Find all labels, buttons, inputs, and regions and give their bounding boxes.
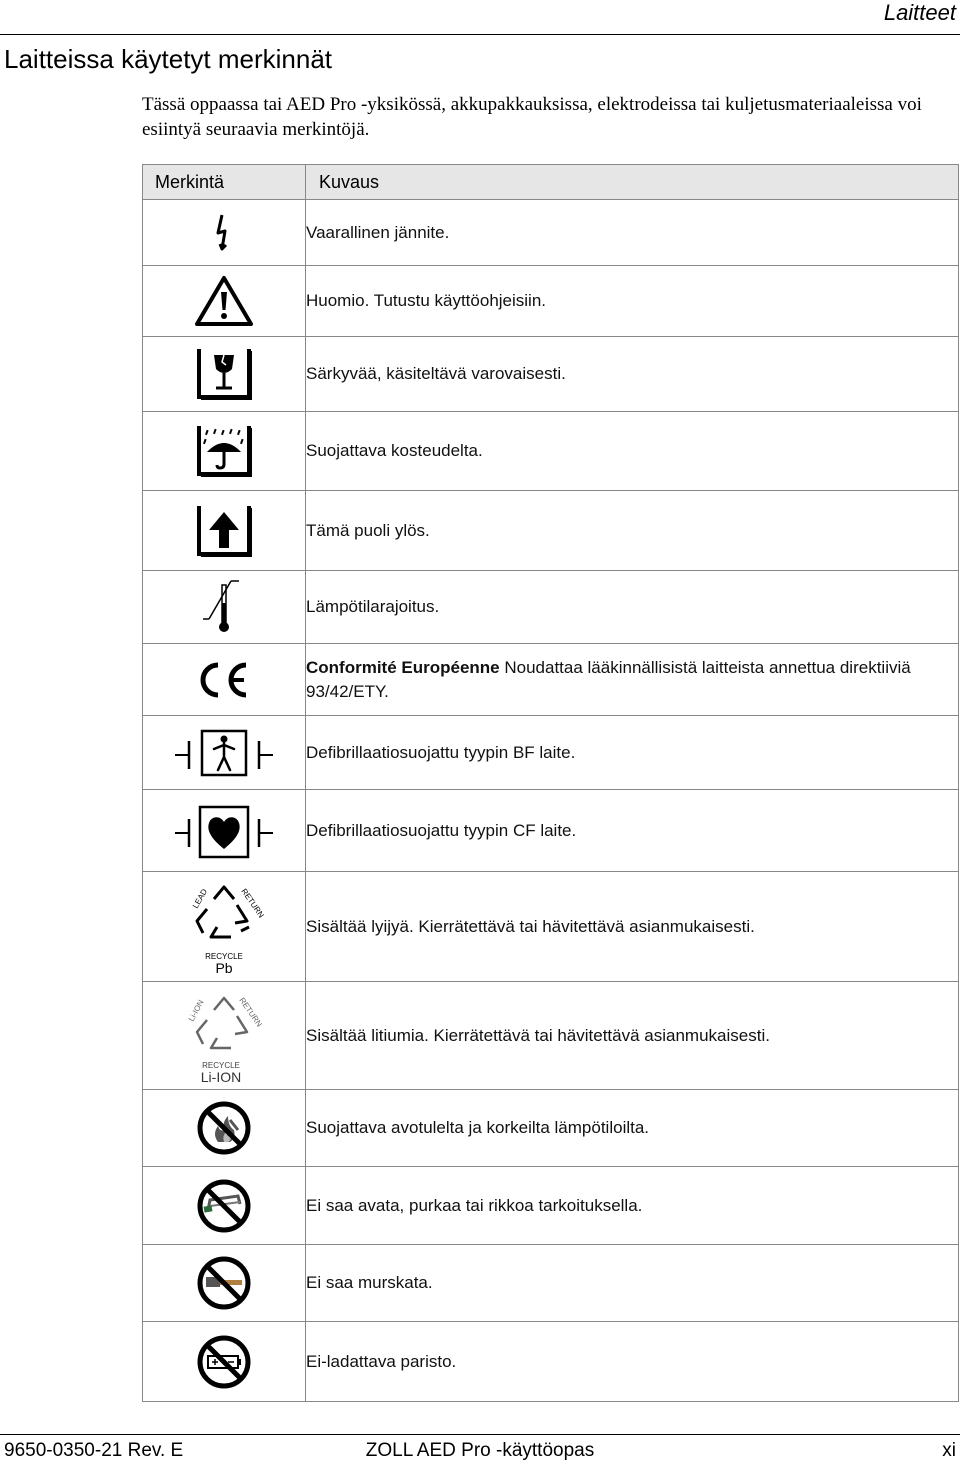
icon-text-recycle: RECYCLE: [205, 951, 243, 961]
defib-proof-bf-icon: [169, 725, 279, 781]
row-description: Suojattava avotulelta ja korkeilta lämpötiloilta.: [306, 1118, 650, 1137]
table-row: [143, 1322, 959, 1402]
footer-rule: [0, 1434, 960, 1435]
symbols-table: [142, 164, 959, 1402]
description-cell: [306, 571, 959, 644]
row-description: Vaarallinen jännite.: [306, 222, 450, 242]
icon-text-chem: Li-ION: [200, 1068, 242, 1084]
description-cell: [306, 1167, 959, 1245]
description-cell: [306, 1245, 959, 1322]
row-description: Sisältää litiumia. Kierrätettävä tai hävitettävä asianmukaisesti.: [306, 1025, 770, 1045]
icon-text-li-ion: Li-ION: [186, 997, 206, 1023]
symbol-cell: [143, 491, 306, 571]
row-description: Noudattaa lääkinnällisistä laitteista annettua direktiiviä 93/42/ETY.: [306, 657, 911, 701]
table-row: [143, 982, 959, 1090]
page-title: Laitteissa käytetyt merkinnät: [4, 44, 333, 74]
no-hammer-icon: [194, 1253, 254, 1313]
description-cell: [306, 1322, 959, 1402]
row-description: Huomio. Tutustu käyttöohjeisiin.: [306, 291, 547, 310]
table-row: [143, 790, 959, 872]
symbol-cell: [143, 571, 306, 644]
defib-proof-cf-icon: [169, 801, 279, 861]
footer-page-number: xi: [942, 1440, 956, 1461]
icon-text-return: RETURN: [237, 995, 264, 1028]
table-row: [143, 1090, 959, 1167]
symbol-cell: [143, 1245, 306, 1322]
header-rule: [0, 34, 960, 35]
table-row: [143, 716, 959, 790]
table-row: [143, 872, 959, 982]
description-cell: [306, 790, 959, 872]
symbol-cell: [143, 200, 306, 266]
icon-text-recycle: RECYCLE: [202, 1060, 240, 1070]
description-cell: [306, 716, 959, 790]
description-cell: [306, 412, 959, 491]
footer-manual-title: ZOLL AED Pro -käyttöopas: [365, 1440, 595, 1461]
table-row: [143, 266, 959, 337]
symbol-cell: [143, 982, 306, 1090]
symbol-cell: [143, 1167, 306, 1245]
icon-text-chem: Pb: [215, 959, 233, 975]
no-saw-icon: [194, 1176, 254, 1236]
intro-paragraph: Tässä oppaassa tai AED Pro -yksikössä, akkupakkauksissa, elektrodeissa tai kuljetusmateriaaleissa voi esiintyä seuraavia merkintöjä.: [142, 94, 922, 140]
row-description: Tämä puoli ylös.: [306, 520, 430, 540]
no-fire-icon: [194, 1098, 254, 1158]
table-row: [143, 1167, 959, 1245]
description-cell: [306, 872, 959, 982]
description-cell: [306, 266, 959, 337]
caution-triangle-icon: [194, 274, 254, 328]
description-cell: [306, 1090, 959, 1167]
icon-text-return: RETURN: [239, 886, 266, 919]
symbol-cell: [143, 644, 306, 716]
this-side-up-arrow-icon: [195, 502, 253, 560]
row-description: Suojattava kosteudelta.: [306, 441, 483, 460]
fragile-glass-icon: [195, 345, 253, 403]
table-header-row: [143, 165, 959, 200]
row-description: Sisältää lyijyä. Kierrätettävä tai hävitettävä asianmukaisesti.: [306, 916, 755, 936]
column-header-description: Kuvaus: [306, 165, 959, 200]
keep-dry-umbrella-icon: [195, 422, 253, 480]
symbol-cell: [143, 412, 306, 491]
row-description: Defibrillaatiosuojattu tyypin CF laite.: [306, 820, 577, 840]
row-description: Lämpötilarajoitus.: [306, 597, 440, 616]
table-row: [143, 412, 959, 491]
table-row: [143, 1245, 959, 1322]
table-row: [143, 571, 959, 644]
symbol-cell: [143, 266, 306, 337]
temperature-limit-icon: [199, 577, 249, 637]
description-cell: [306, 982, 959, 1090]
symbol-cell: [143, 716, 306, 790]
no-recharge-battery-icon: [194, 1332, 254, 1392]
row-description: Defibrillaatiosuojattu tyypin BF laite.: [306, 742, 576, 762]
table-row: [143, 200, 959, 266]
table-row: [143, 644, 959, 716]
symbol-cell: [143, 872, 306, 982]
column-header-symbol: Merkintä: [143, 165, 306, 200]
description-cell: [306, 491, 959, 571]
table-row: [143, 491, 959, 571]
footer-document-number: 9650-0350-21 Rev. E: [4, 1440, 184, 1461]
description-cell: [306, 200, 959, 266]
recycle-pb-icon: [179, 879, 269, 975]
description-cell: [306, 644, 959, 716]
recycle-li-ion-icon: [179, 988, 269, 1084]
dangerous-voltage-icon: [209, 211, 239, 255]
ce-mark-icon: [196, 660, 252, 700]
row-description: Ei saa avata, purkaa tai rikkoa tarkoituksella.: [306, 1195, 643, 1215]
chapter-title: Laitteet: [883, 0, 956, 25]
row-description-bold: Conformité Européenne: [306, 657, 500, 677]
symbol-cell: [143, 1090, 306, 1167]
symbol-cell: [143, 1322, 306, 1402]
symbol-cell: [143, 337, 306, 412]
row-description: Ei saa murskata.: [306, 1273, 433, 1292]
table-row: [143, 337, 959, 412]
row-description: Ei-ladattava paristo.: [306, 1351, 457, 1371]
row-description: Särkyvää, käsiteltävä varovaisesti.: [306, 364, 566, 383]
description-cell: [306, 337, 959, 412]
icon-text-lead: LEAD: [190, 886, 210, 910]
symbol-cell: [143, 790, 306, 872]
